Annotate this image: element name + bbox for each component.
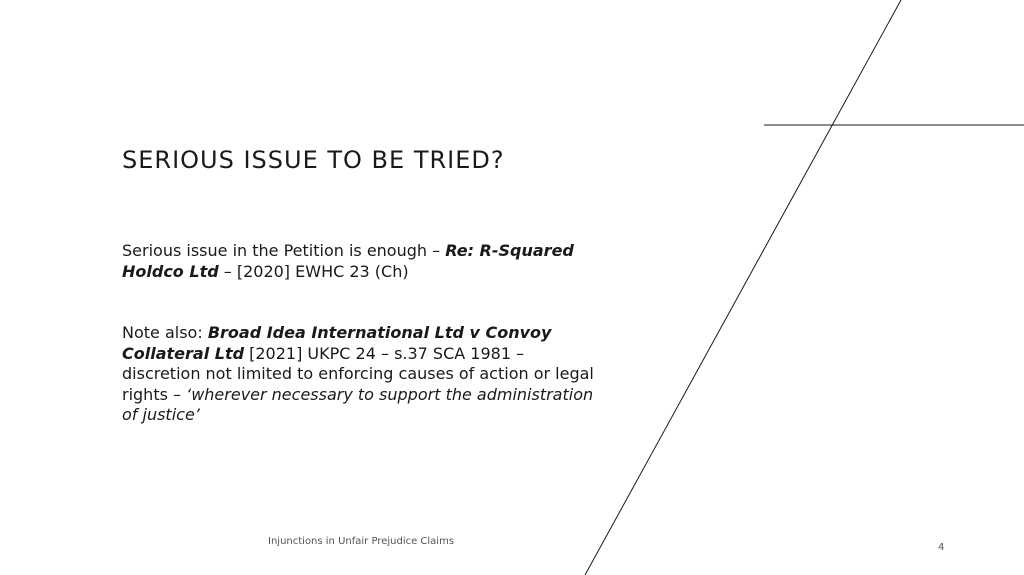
slide-footer: Injunctions in Unfair Prejudice Claims <box>268 536 455 547</box>
case-name-r-squared: Re: R-Squared Holdco Ltd <box>122 241 574 281</box>
diagonal-line <box>585 0 901 575</box>
case-name-broad-idea: Broad Idea International Ltd v Convoy Collateral Ltd <box>122 323 552 363</box>
citation-broad-idea: [2021] UKPC 24 – s.37 SCA 1981 – discretion not limited to enforcing causes of action or legal rights – <box>122 343 594 404</box>
slide-body <box>122 241 602 426</box>
page-number: 4 <box>938 542 945 553</box>
slide-title: SERIOUS ISSUE TO BE TRIED? <box>122 146 505 174</box>
quote-broad-idea: ‘wherever necessary to support the administration of justice’ <box>122 384 594 424</box>
paragraph-broad-idea <box>122 323 602 426</box>
paragraph-r-squared <box>122 241 602 282</box>
paragraph-lead: Serious issue in the Petition is enough – <box>122 241 446 260</box>
citation-r-squared: – [2020] EWHC 23 (Ch) <box>218 261 409 281</box>
paragraph-lead: Note also: <box>122 323 208 342</box>
